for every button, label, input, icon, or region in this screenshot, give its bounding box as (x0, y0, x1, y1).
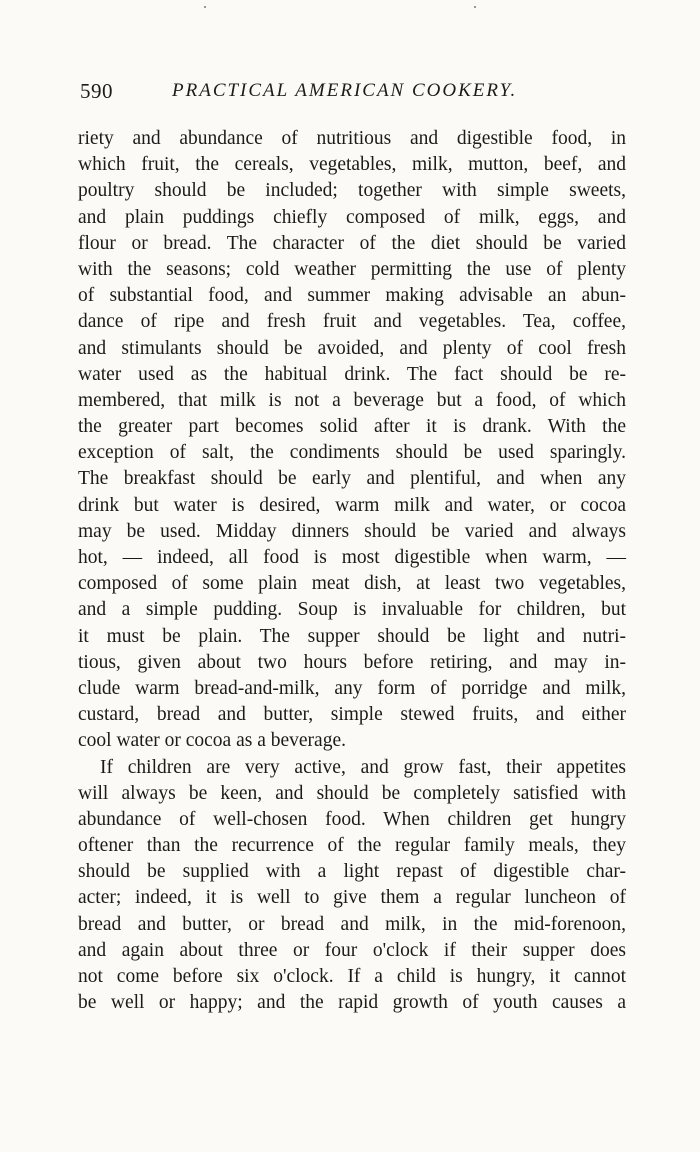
paragraph-2 (78, 755, 626, 1017)
text-line: should be supplied with a light repast of digestible char- (78, 861, 626, 883)
text-line: abundance of well-chosen food. When children get hungry (78, 808, 626, 830)
text-line: riety and abundance of nutritious and digestible food, in (78, 128, 626, 149)
text-line: acter; indeed, it is well to give them a regular luncheon of (78, 887, 626, 909)
text-line: be well or happy; and the rapid growth of youth causes a (78, 992, 626, 1014)
text-line: and stimulants should be avoided, and plenty of cool fresh (78, 337, 626, 359)
text-line: hot, — indeed, all food is most digestible when warm, — (78, 547, 626, 568)
text-line: flour or bread. The character of the diet should be varied (78, 232, 626, 254)
text-line: composed of some plain meat dish, at least two vegetables, (78, 573, 626, 595)
text-line: with the seasons; cold weather permitting the use of plenty (78, 258, 626, 280)
running-head: PRACTICAL AMERICAN COOKERY. (172, 80, 518, 101)
text-line: oftener than the recurrence of the regular family meals, they (78, 835, 626, 857)
text-line: may be used. Midday dinners should be varied and always (78, 520, 626, 542)
paragraph-1 (78, 126, 626, 755)
text-line: the greater part becomes solid after it is drank. With the (78, 416, 626, 438)
text-line: cool water or cocoa as a beverage. (78, 730, 346, 752)
text-line: clude warm bread-and-milk, any form of porridge and milk, (78, 677, 626, 699)
page-header (80, 76, 640, 106)
text-line: not come before six o'clock. If a child is hungry, it cannot (78, 966, 626, 987)
page-number: 590 (80, 79, 113, 103)
print-speck (204, 6, 206, 8)
text-line: which fruit, the cereals, vegetables, milk, mutton, beef, and (78, 154, 626, 176)
text-line: water used as the habitual drink. The fact should be re- (78, 363, 626, 385)
text-line: will always be keen, and should be completely satisfied with (78, 782, 626, 804)
text-line: poultry should be included; together with simple sweets, (78, 180, 626, 202)
body-text (78, 126, 626, 1016)
text-line: drink but water is desired, warm milk and water, or cocoa (78, 494, 626, 516)
text-line: and again about three or four o'clock if their supper does (78, 939, 626, 961)
text-line: exception of salt, the condiments should be used sparingly. (78, 442, 626, 464)
text-line: The breakfast should be early and plentiful, and when any (78, 468, 626, 490)
print-speck (474, 6, 476, 8)
text-line: of substantial food, and summer making advisable an abun- (78, 285, 626, 307)
text-line: dance of ripe and fresh fruit and vegetables. Tea, coffee, (78, 311, 626, 333)
text-line: tious, given about two hours before retiring, and may in- (78, 651, 626, 673)
text-line: and plain puddings chiefly composed of milk, eggs, and (78, 206, 626, 228)
text-line: and a simple pudding. Soup is invaluable for children, but (78, 599, 626, 621)
text-line: If children are very active, and grow fast, their appetites (100, 756, 626, 778)
text-line: custard, bread and butter, simple stewed fruits, and either (78, 704, 626, 726)
text-line: membered, that milk is not a beverage but a food, of which (78, 389, 626, 411)
text-line: bread and butter, or bread and milk, in the mid-forenoon, (78, 913, 626, 935)
text-line: it must be plain. The supper should be light and nutri- (78, 625, 626, 647)
